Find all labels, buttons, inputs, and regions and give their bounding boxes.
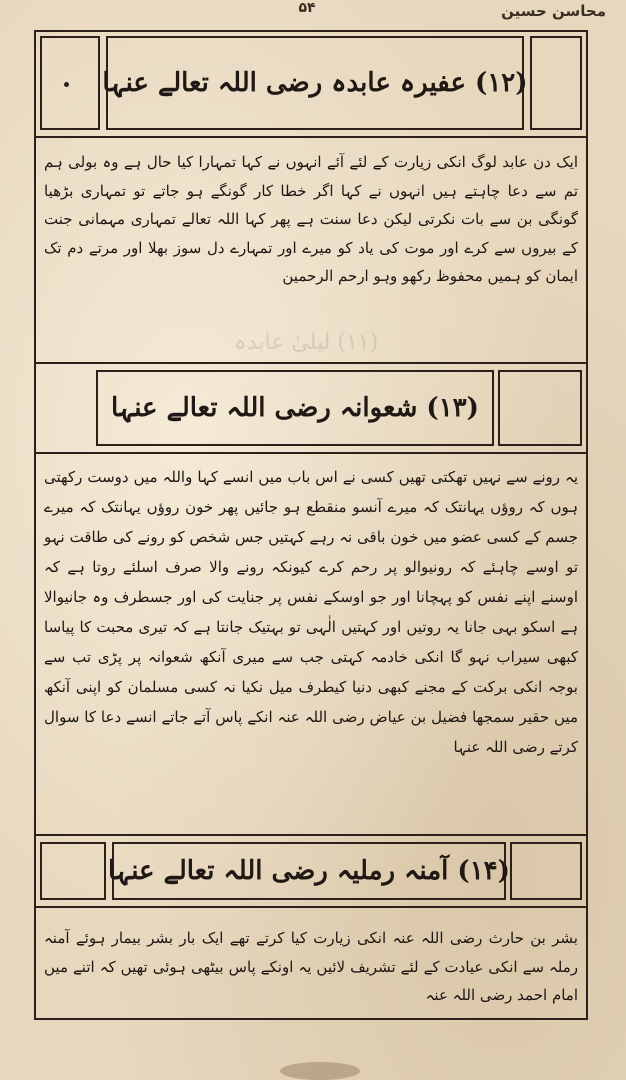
section-12-title: (۱۲) عفیرہ عابدہ رضی اللہ تعالے عنہا <box>102 68 528 98</box>
section-12-title-box <box>102 36 528 130</box>
section-13-body <box>44 462 578 824</box>
section-14-paragraph: بشر بن حارث رضی اللہ عنہ انکی زیارت کیا کرتے تھے ایک بار بشر بیمار ہوئے آمنہ رملہ سے انکی عیادت کے لئے تشریف لائیں یہ اونکے پاس بیٹھی ہوئی تھیں کہ اتنے میں امام احمد رضی اللہ عنہ <box>44 929 578 1004</box>
bleed-through-text: (۱۱) لیلیٰ عابدہ <box>234 330 379 355</box>
section-14-title-band <box>34 834 588 908</box>
section-14 <box>34 834 588 1020</box>
section-13-title-band <box>34 362 588 454</box>
section-14-body <box>44 924 578 1014</box>
section-13 <box>34 362 588 832</box>
section-12-title-band <box>34 30 588 138</box>
section-12-side-right <box>530 36 582 130</box>
section-13-paragraph: یہ رونے سے نہیں تھکتی تھیں کسی نے اس باب میں انسے کہا واللہ میں دوست رکھتی ہوں کہ روؤں یہانتک کہ میرے آنسو منقطع ہو جائیں پھر خون روؤں یہانتک کہ میرے جسم کے کسی عضو میں خون باقی نہ رہے کہتیں جس شخص کو رونے کی طاقت نہو تو اوسے چاہئے کہ رونیوالو پر رحم کرے کیونکہ رونے والا صرف اسلئے روتا ہے کہ اوسنے اپنے نفس کو پہچانا اور جو اوسکے نفس پر جنایت کی اور جسطرف وہ جانیوالا ہے اسکو بہی جانا یہ روتیں اور کہتیں الٰہی تو بہتیک جانتا ہے کہ تیری محبت کا پیاسا کبھی سیراب نہو گا انکی خادمہ کہتی جب سے میری آنکھ شعوانہ پر پڑی تب سے بوجہ انکی برکت کے مجنے کبھی دنیا کیطرف میل نکیا نہ کسی مسلمان کو اپنی آنکھ میں حقیر سمجھا فضیل بن عیاض رضی اللہ عنہ انکے پاس آتے جاتے انسے دعا کا سوال کرتے رضی اللہ عنہا <box>44 468 578 756</box>
ornament-dot <box>64 82 69 87</box>
section-13-title-box <box>96 370 494 446</box>
section-14-side-left <box>40 842 106 900</box>
section-12-paragraph: ایک دن عابد لوگ انکی زیارت کے لئے آئے انہوں نے کہا تمہارا کیا حال ہے وہ بولی ہم تم سے دعا چاہتے ہیں انہوں نے کہا اگر خطا کار گونگے ہو جاتے تو تمہاری بڑھیا گونگی بن سے بات نکرتی لیکن دعا سنت ہے پھر کہا اللہ تعالے تمہاری مہمانی جنت کے بیروں سے کرے اور موت کی یاد کو میرے اور تمہارے دل سوز بھلا اور مرتے دم تک ایمان کو ہمیں محفوظ رکھو وہو ارحم الرحمین <box>44 153 578 285</box>
section-12-side-left <box>40 36 100 130</box>
running-header: محاسن حسین <box>501 2 606 20</box>
page-number: ۵۴ <box>298 0 316 16</box>
section-13-side-right <box>498 370 582 446</box>
section-14-side-right <box>510 842 582 900</box>
section-14-title: (۱۴) آمنہ رملیہ رضی اللہ تعالے عنہا <box>108 856 510 886</box>
section-14-title-box <box>108 842 510 900</box>
section-12 <box>34 30 588 360</box>
section-12-body <box>44 148 578 358</box>
section-13-title: (۱۳) شعوانہ رضی اللہ تعالے عنہا <box>111 393 479 423</box>
paper-stain <box>280 1062 360 1080</box>
